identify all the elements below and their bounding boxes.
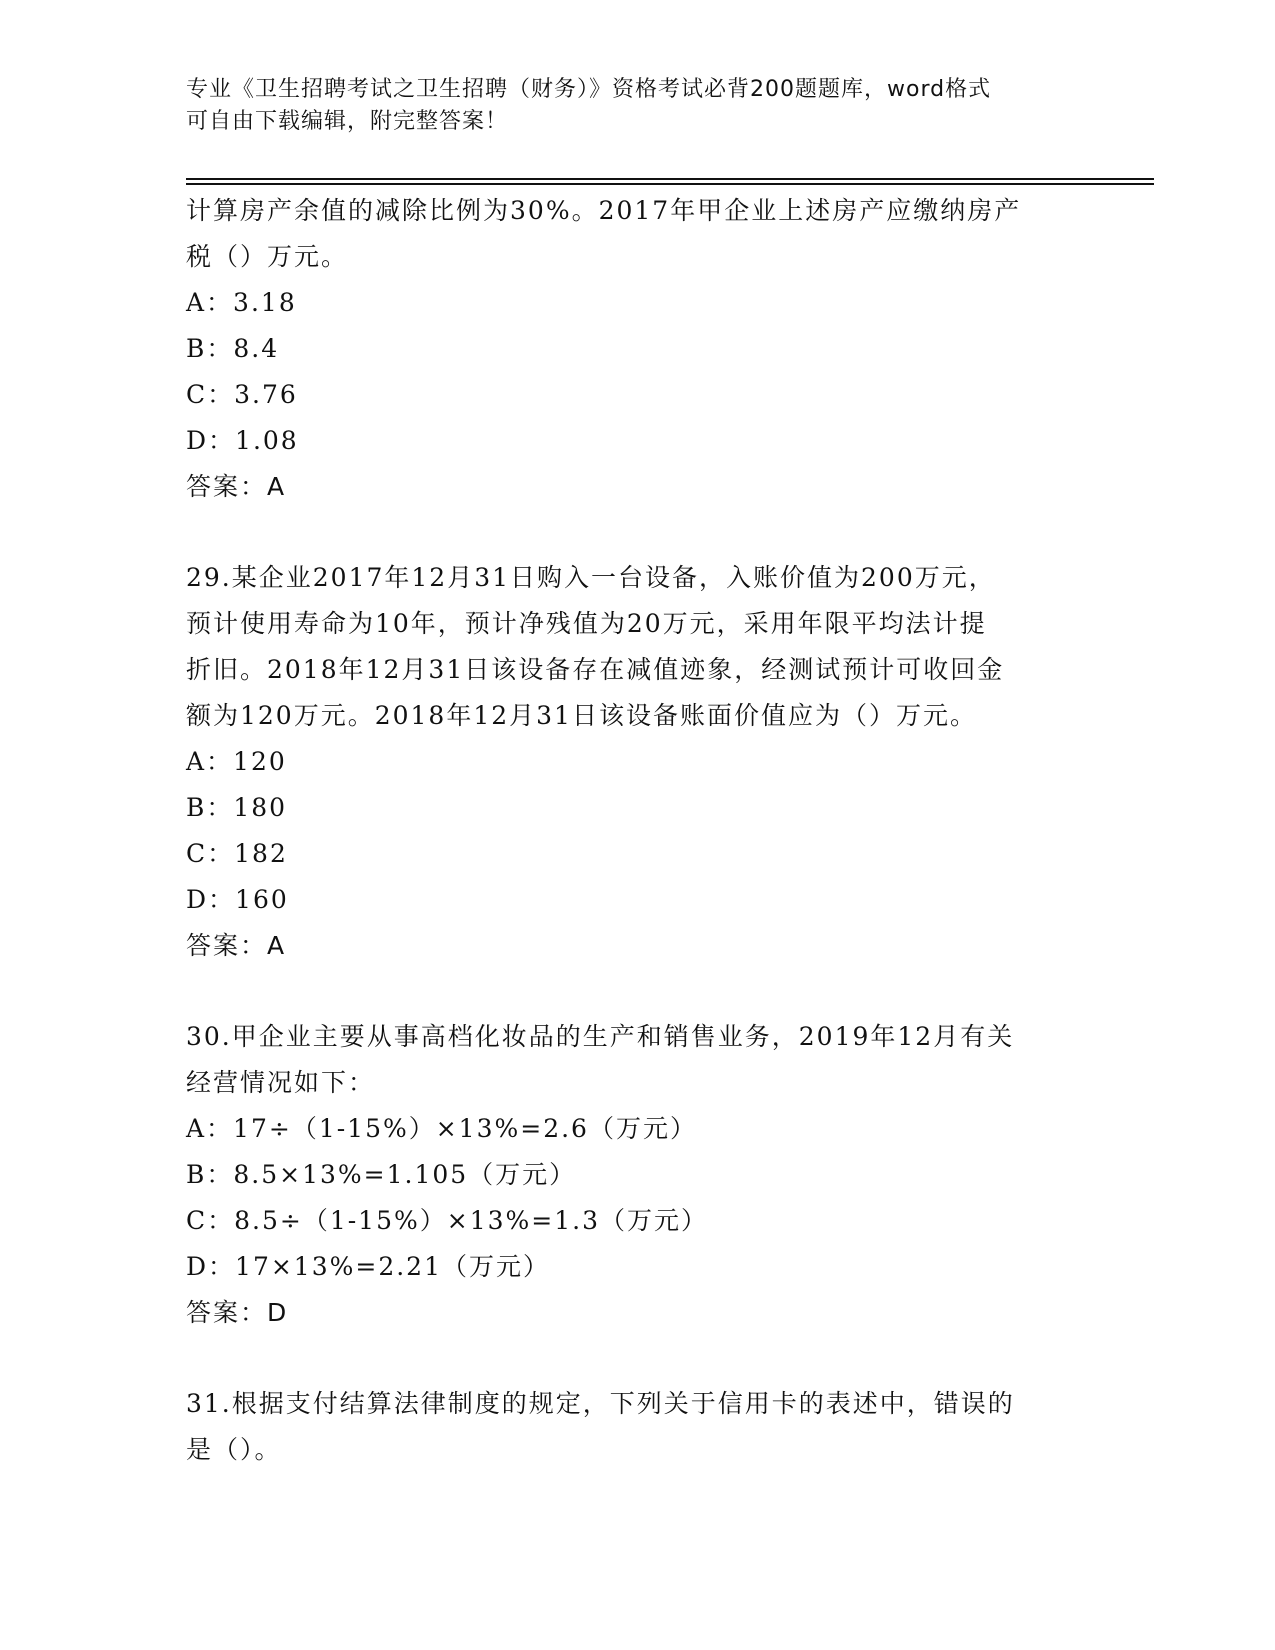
option-a: A：120 [186,747,287,776]
question-text: 经营情况如下： [186,1068,376,1097]
question-text: 预计使用寿命为10年，预计净残值为20万元，采用年限平均法计提 [186,609,987,638]
header-rule-top [186,178,1154,180]
question-30 [186,1014,1066,1336]
question-text: 29.某企业2017年12月31日购入一台设备，入账价值为200万元， [186,563,996,592]
header-line-1: 专业《卫生招聘考试之卫生招聘（财务）》资格考试必背200题题库，word格式 [186,77,992,102]
document-body [186,188,1066,1473]
header-rule-bottom [186,183,1154,185]
question-29 [186,555,1066,969]
answer-line: 答案：A [186,472,287,501]
option-c: C：8.5÷（1-15%）×13%=1.3（万元） [186,1206,708,1235]
question-text: 30.甲企业主要从事高档化妆品的生产和销售业务，2019年12月有关 [186,1022,1015,1051]
option-d: D：1.08 [186,426,299,455]
question-text: 额为120万元。2018年12月31日该设备账面价值应为（）万元。 [186,701,977,730]
question-28 [186,188,1066,510]
document-header [186,74,1066,138]
answer-line: 答案：A [186,931,287,960]
question-text: 税（）万元。 [186,242,349,271]
question-text: 折旧。2018年12月31日该设备存在减值迹象，经测试预计可收回金 [186,655,1005,684]
option-a: A：17÷（1-15%）×13%=2.6（万元） [186,1114,697,1143]
answer-line: 答案：D [186,1298,289,1327]
option-c: C：3.76 [186,380,298,409]
question-text: 是（）。 [186,1435,282,1464]
option-d: D：17×13%=2.21（万元） [186,1252,550,1281]
option-c: C：182 [186,839,288,868]
question-31 [186,1381,1066,1473]
option-b: B：8.4 [186,334,280,363]
option-b: B：180 [186,793,288,822]
option-b: B：8.5×13%=1.105（万元） [186,1160,577,1189]
option-a: A：3.18 [186,288,297,317]
option-d: D：160 [186,885,289,914]
header-line-2: 可自由下载编辑，附完整答案！ [186,109,509,134]
question-text: 计算房产余值的减除比例为30%。2017年甲企业上述房产应缴纳房产 [186,196,1022,225]
question-text: 31.根据支付结算法律制度的规定，下列关于信用卡的表述中，错误的 [186,1389,1015,1418]
